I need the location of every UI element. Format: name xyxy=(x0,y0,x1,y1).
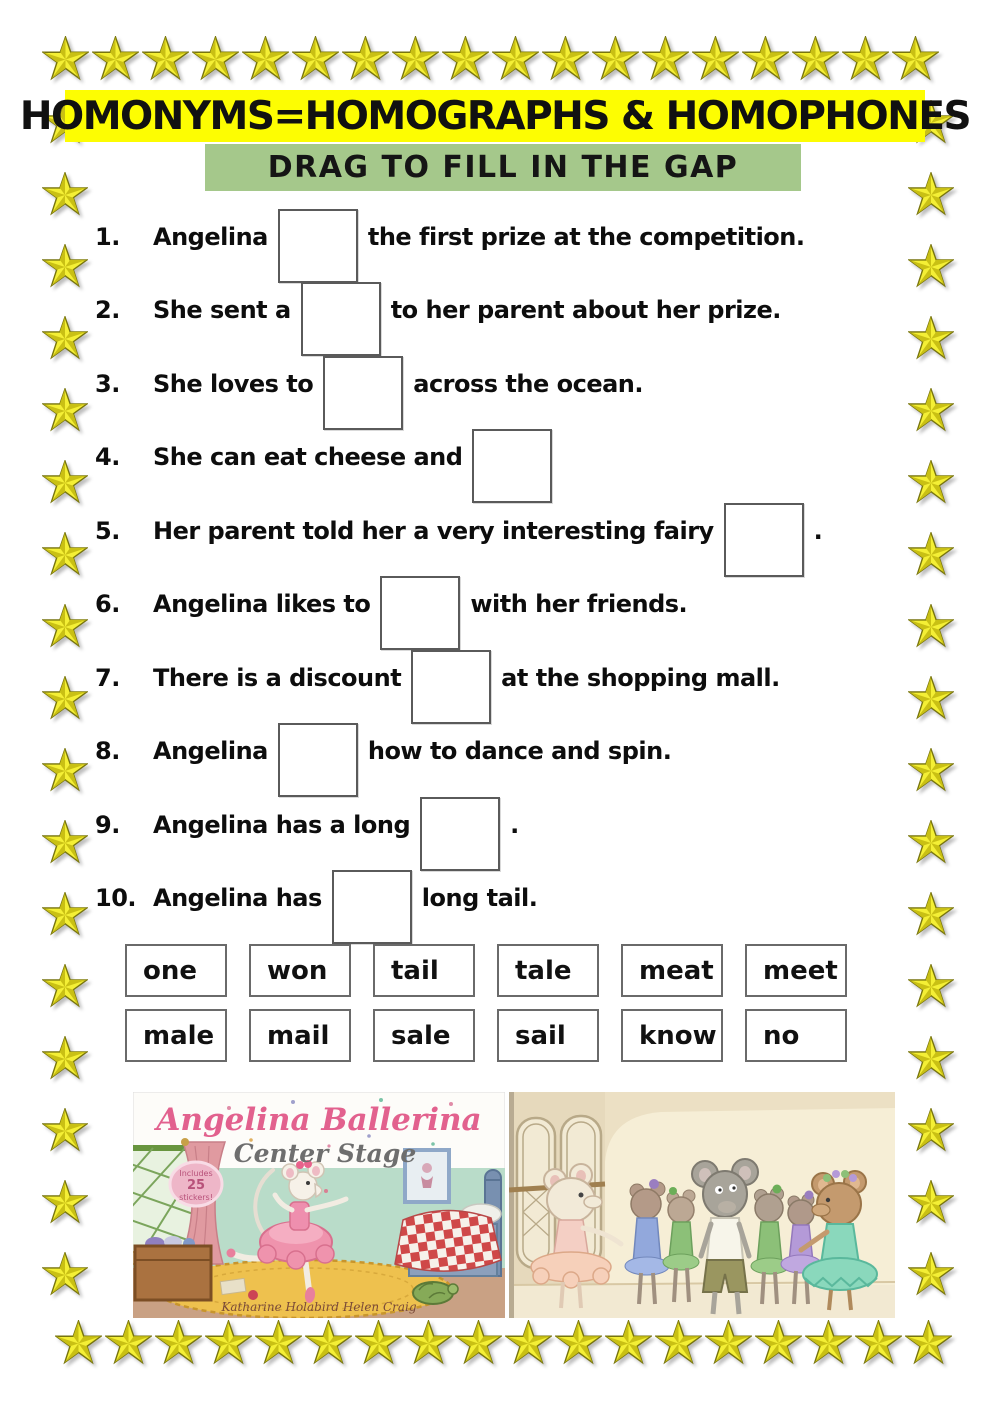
star-icon xyxy=(642,36,689,83)
book-subtitle-text: Center Stage xyxy=(233,1139,417,1168)
answer-blank[interactable] xyxy=(323,356,403,430)
star-icon xyxy=(908,1036,954,1082)
star-icon xyxy=(492,36,539,83)
sentence-text-after: the first prize at the competition. xyxy=(367,222,805,251)
star-icon xyxy=(42,820,88,866)
word-option[interactable] xyxy=(125,944,227,997)
star-icon xyxy=(842,36,889,83)
word-option[interactable] xyxy=(249,1009,351,1062)
left-star-col xyxy=(42,100,88,1298)
word-option-label: meat xyxy=(639,955,714,986)
illustrations-row xyxy=(133,1092,895,1318)
word-option[interactable] xyxy=(745,1009,847,1062)
word-option-label: meet xyxy=(763,955,838,986)
sentence-text-after: . xyxy=(510,810,519,839)
star-icon xyxy=(42,532,88,578)
sentence-number: 1. xyxy=(95,222,120,251)
star-icon xyxy=(42,244,88,290)
sentence-text-before: Angelina likes to xyxy=(153,590,371,619)
star-icon xyxy=(205,1320,252,1367)
sentence-text-before: She can eat cheese and xyxy=(153,443,463,472)
sentence-row xyxy=(95,788,950,862)
sentence-number: 4. xyxy=(95,443,120,472)
sentence-text-before: Angelina xyxy=(153,222,268,251)
sentence-text-after: how to dance and spin. xyxy=(367,737,672,766)
sentence-row xyxy=(95,347,950,421)
title-band xyxy=(19,90,971,142)
star-icon xyxy=(908,1252,954,1298)
answer-blank[interactable] xyxy=(278,209,358,283)
star-icon xyxy=(542,36,589,83)
star-icon xyxy=(292,36,339,83)
star-icon xyxy=(305,1320,352,1367)
sentence-list xyxy=(95,200,950,935)
word-option-label: tail xyxy=(391,955,439,986)
star-icon xyxy=(655,1320,702,1367)
star-icon xyxy=(42,892,88,938)
sentence-text-after: with her friends. xyxy=(470,590,688,619)
sentence-number: 5. xyxy=(95,516,120,545)
star-icon xyxy=(908,1108,954,1154)
top-star-row xyxy=(42,36,939,83)
sticker-line2: 25 xyxy=(186,1178,206,1193)
book-cover-image xyxy=(133,1092,505,1318)
subtitle-band xyxy=(205,144,801,191)
star-icon xyxy=(855,1320,902,1367)
star-icon xyxy=(242,36,289,83)
star-icon xyxy=(42,1036,88,1082)
star-icon xyxy=(442,36,489,83)
authors-text: Katharine Holabird Helen Craig xyxy=(221,1300,417,1314)
answer-blank[interactable] xyxy=(332,870,412,944)
answer-blank[interactable] xyxy=(380,576,460,650)
star-icon xyxy=(42,36,89,83)
star-icon xyxy=(905,1320,952,1367)
star-icon xyxy=(42,1180,88,1226)
sentence-text-after: at the shopping mall. xyxy=(501,663,780,692)
star-icon xyxy=(42,316,88,362)
word-option-label: won xyxy=(267,955,328,986)
sentence-number: 6. xyxy=(95,590,120,619)
star-icon xyxy=(42,748,88,794)
sentence-row xyxy=(95,494,950,568)
sentence-row xyxy=(95,641,950,715)
word-option[interactable] xyxy=(745,944,847,997)
star-icon xyxy=(42,604,88,650)
star-icon xyxy=(392,36,439,83)
sentence-text-before: There is a discount xyxy=(153,663,402,692)
star-icon xyxy=(405,1320,452,1367)
answer-blank[interactable] xyxy=(278,723,358,797)
sticker-line3: stickers! xyxy=(179,1193,213,1202)
sentence-text-after: across the ocean. xyxy=(413,369,644,398)
toy-box xyxy=(135,1236,211,1300)
sentence-row xyxy=(95,421,950,495)
star-icon xyxy=(742,36,789,83)
word-row-1 xyxy=(125,944,847,997)
page-subtitle: DRAG TO FILL IN THE GAP xyxy=(267,150,739,185)
sentence-text-after: long tail. xyxy=(421,884,538,913)
sentence-text-before: Angelina has xyxy=(153,884,322,913)
sentence-row xyxy=(95,200,950,274)
star-icon xyxy=(42,1252,88,1298)
book-title-text: Angelina Ballerina xyxy=(156,1102,482,1138)
star-icon xyxy=(892,36,939,83)
sentence-text-before: Angelina xyxy=(153,737,268,766)
word-option-label: mail xyxy=(267,1020,330,1051)
star-icon xyxy=(42,388,88,434)
word-option-label: no xyxy=(763,1020,800,1051)
word-option-label: know xyxy=(639,1020,717,1051)
word-option[interactable] xyxy=(249,944,351,997)
sentence-number: 3. xyxy=(95,369,120,398)
star-icon xyxy=(192,36,239,83)
star-icon xyxy=(908,964,954,1010)
word-option-label: sale xyxy=(391,1020,451,1051)
star-icon xyxy=(705,1320,752,1367)
sentence-row xyxy=(95,568,950,642)
star-icon xyxy=(142,36,189,83)
sentence-row xyxy=(95,862,950,936)
word-option[interactable] xyxy=(497,1009,599,1062)
page-title: HOMONYMS=HOMOGRAPHS & HOMOPHONES xyxy=(19,93,971,139)
star-icon xyxy=(505,1320,552,1367)
sentence-text-before: She loves to xyxy=(153,369,314,398)
word-option-label: one xyxy=(143,955,198,986)
studio-scene-image xyxy=(509,1092,895,1318)
star-icon xyxy=(42,1108,88,1154)
word-option[interactable] xyxy=(621,944,723,997)
star-icon xyxy=(805,1320,852,1367)
sticker-badge xyxy=(170,1162,222,1206)
word-option-label: sail xyxy=(515,1020,566,1051)
sentence-number: 9. xyxy=(95,810,120,839)
star-icon xyxy=(455,1320,502,1367)
star-icon xyxy=(342,36,389,83)
star-icon xyxy=(605,1320,652,1367)
star-icon xyxy=(355,1320,402,1367)
star-icon xyxy=(692,36,739,83)
star-icon xyxy=(92,36,139,83)
word-option[interactable] xyxy=(373,944,475,997)
answer-blank[interactable] xyxy=(301,282,381,356)
sentence-text-before: Her parent told her a very interesting fairy xyxy=(153,516,714,545)
bottom-star-row xyxy=(55,1320,952,1367)
sticker-line1: Includes xyxy=(179,1169,213,1178)
answer-blank[interactable] xyxy=(472,429,552,503)
sentence-text-after: to her parent about her prize. xyxy=(390,296,781,325)
star-icon xyxy=(42,172,88,218)
star-icon xyxy=(55,1320,102,1367)
word-option[interactable] xyxy=(621,1009,723,1062)
answer-blank[interactable] xyxy=(420,797,500,871)
sentence-number: 7. xyxy=(95,663,120,692)
word-option[interactable] xyxy=(373,1009,475,1062)
star-icon xyxy=(908,1180,954,1226)
word-row-2 xyxy=(125,1009,847,1062)
sentence-number: 8. xyxy=(95,737,120,766)
star-icon xyxy=(155,1320,202,1367)
word-option-label: male xyxy=(143,1020,215,1051)
star-icon xyxy=(555,1320,602,1367)
star-icon xyxy=(42,460,88,506)
star-icon xyxy=(42,964,88,1010)
answer-blank[interactable] xyxy=(411,650,491,724)
sentence-number: 10. xyxy=(95,884,137,913)
word-option-label: tale xyxy=(515,955,572,986)
sentence-text-before: She sent a xyxy=(153,296,291,325)
word-option[interactable] xyxy=(125,1009,227,1062)
star-icon xyxy=(42,676,88,722)
star-icon xyxy=(105,1320,152,1367)
word-bank xyxy=(125,944,847,1074)
star-icon xyxy=(592,36,639,83)
answer-blank[interactable] xyxy=(724,503,804,577)
sentence-row xyxy=(95,274,950,348)
sentence-row xyxy=(95,715,950,789)
sentence-text-after: . xyxy=(813,516,823,545)
word-option[interactable] xyxy=(497,944,599,997)
sentence-number: 2. xyxy=(95,296,120,325)
star-icon xyxy=(755,1320,802,1367)
sentence-text-before: Angelina has a long xyxy=(153,810,411,839)
star-icon xyxy=(792,36,839,83)
star-icon xyxy=(255,1320,302,1367)
